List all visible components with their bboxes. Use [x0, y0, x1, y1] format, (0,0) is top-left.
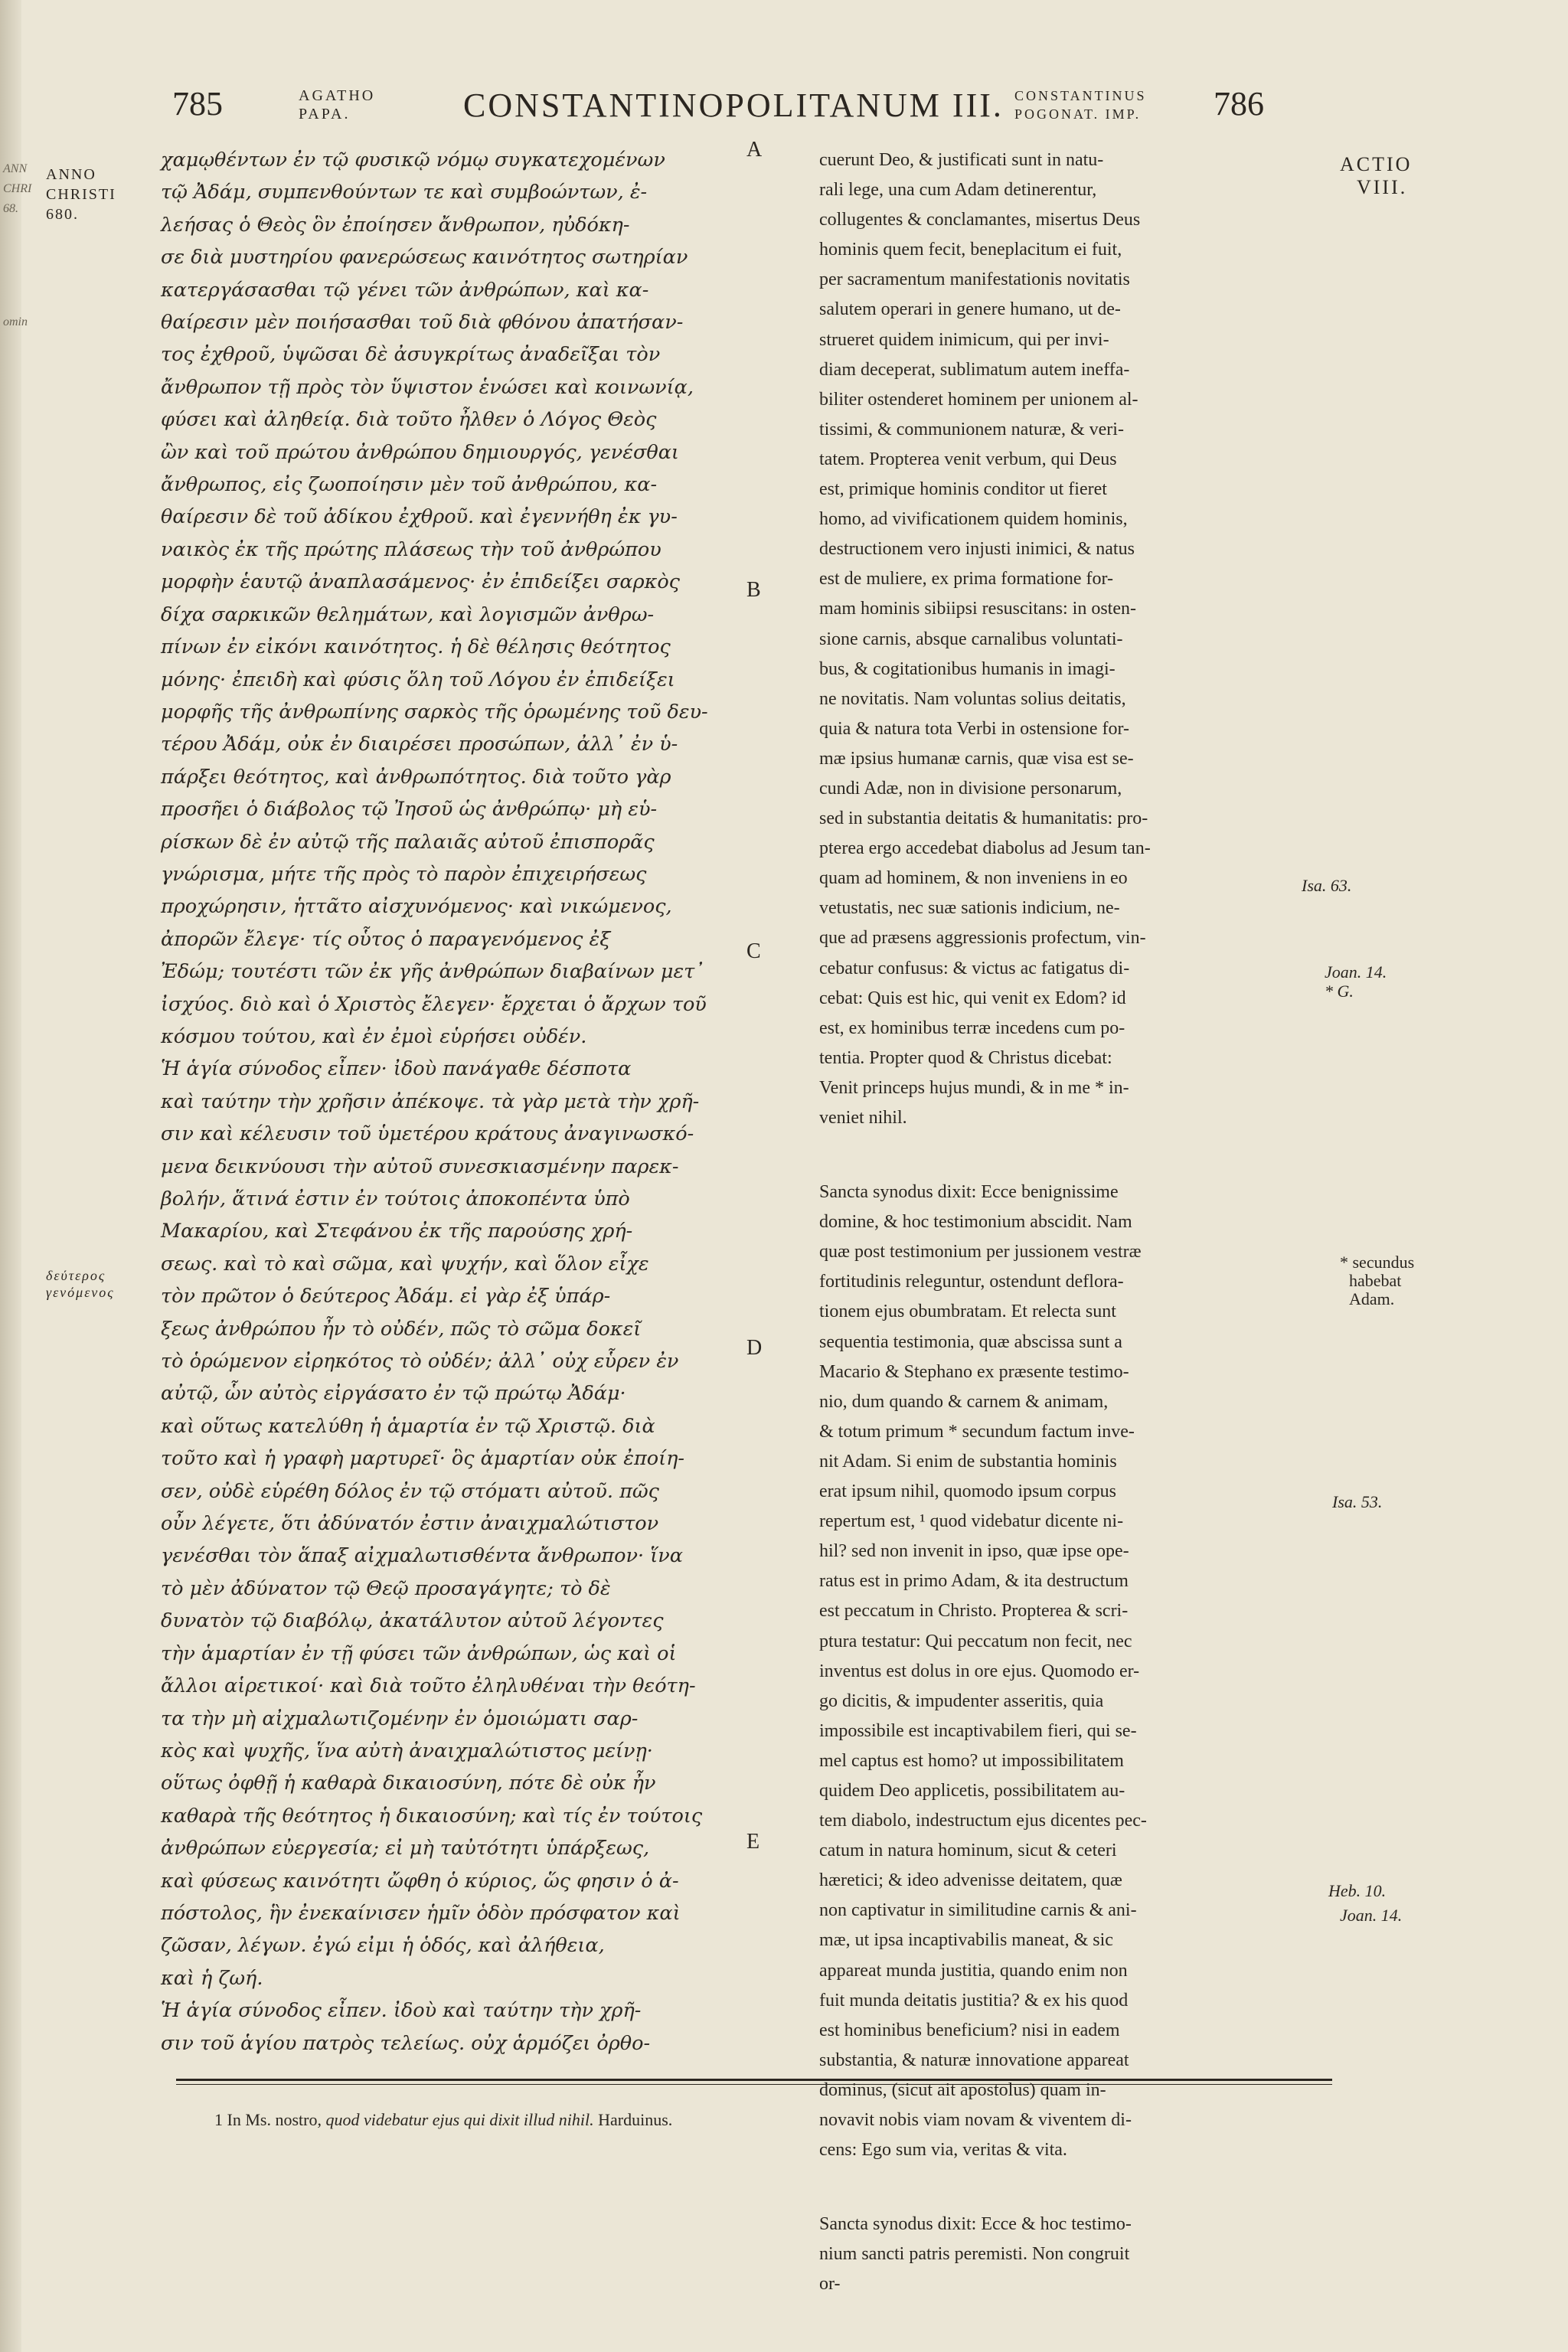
text-line: τὸ ὁρώμενον εἰρηκότος τὸ οὐδέν; ἀλλ᾽ οὐχ εὗρεν ἐν [161, 1350, 679, 1374]
text-line: ratus est in primo Adam, & ita destructum [819, 1571, 1129, 1592]
text-line: or- [819, 2274, 841, 2295]
text-line: τῷ Ἀδάμ, συμπενθούντων τε καὶ συμβοώντων, ἐ- [161, 181, 648, 204]
text-line: σεως. καὶ τὸ καὶ σῶμα, καὶ ψυχήν, καὶ ὅλον εἶχε [161, 1252, 649, 1276]
text-line: καὶ ἡ ζωή. [161, 1966, 263, 1990]
text-line: φύσει καὶ ἀληθείᾳ. διὰ τοῦτο ἦλθεν ὁ Λόγος Θεὸς [161, 408, 657, 432]
text-line: cebatur confusus: & victus ac fatigatus di- [819, 958, 1130, 978]
text-line: est de muliere, ex prima formatione for- [819, 569, 1114, 590]
text-line: χαμῳθέντων ἐν τῷ φυσικῷ νόμῳ συγκατεχομένων [161, 149, 665, 172]
text-line: appareat munda justitia, quando enim non [819, 1960, 1128, 1981]
text-line: τέρου Ἀδάμ, οὐκ ἐν διαιρέσει προσώπων, ἀλλ᾽ ἐν ὑ- [161, 733, 678, 756]
text-line: σεν, οὐδὲ εὑρέθη δόλος ἐν τῷ στόματι αὐτοῦ. πῶς [161, 1479, 659, 1503]
page-title: CONSTANTINOPOLITANUM III. [463, 87, 1004, 124]
text-line: ἰσχύος. διὸ καὶ ὁ Χριστὸς ἔλεγεν· ἔρχεται ὁ ἄρχων τοῦ [161, 992, 707, 1016]
note-adam: Adam. [1349, 1289, 1395, 1308]
text-line: nit Adam. Si enim de substantia hominis [819, 1451, 1117, 1472]
footnote-rule [176, 2079, 1332, 2081]
margin-note-line: δεύτερος [46, 1268, 106, 1283]
ref-g: * G. [1325, 982, 1354, 1001]
footnote-quote: quod videbatur ejus qui dixit illud nihil. [325, 2110, 594, 2129]
text-line: est peccatum in Christo. Propterea & scri- [819, 1601, 1129, 1622]
text-line: ne novitatis. Nam voluntas solius deitatis, [819, 688, 1126, 709]
margin-year: 680. [46, 206, 79, 223]
text-line: quæ post testimonium per jussionem vestræ [819, 1242, 1142, 1263]
text-line: quam ad hominem, & non inveniens in eo [819, 868, 1128, 889]
text-line: ξεως ἀνθρώπου ἦν τὸ οὐδέν, πῶς τὸ σῶμα δοκεῖ [161, 1317, 642, 1341]
margin-anno: ANNO [46, 166, 96, 183]
text-line: non captivatur in similitudine carnis & ani- [819, 1900, 1137, 1921]
ref-john-14b: Joan. 14. [1340, 1906, 1403, 1925]
footnote-author: Harduinus. [598, 2110, 673, 2129]
text-line: inventus est dolus in ore ejus. Quomodo er- [819, 1661, 1140, 1681]
text-line: veniet nihil. [819, 1108, 907, 1128]
text-line: καὶ φύσεως καινότητι ὤφθη ὁ κύριος, ὥς φησιν ὁ ἀ- [161, 1869, 679, 1893]
right-margin [1302, 0, 1539, 2297]
text-line: ρίσκων δὲ ἐν αὐτῷ τῆς παλαιᾶς αὐτοῦ ἐπισπορᾶς [161, 830, 655, 854]
header-left-bottom: PAPA. [299, 106, 351, 122]
text-line: mel captus est homo? ut impossibilitatem [819, 1750, 1124, 1771]
text-line: καὶ ταύτην τὴν χρῆσιν ἀπέκοψε. τὰ γὰρ μετὰ τὴν χρῆ- [161, 1089, 700, 1113]
text-line: cens: Ego sum via, veritas & vita. [819, 2140, 1067, 2161]
text-line: cebat: Quis est hic, qui venit ex Edom? id [819, 988, 1126, 1008]
text-line: ἀνθρώπων εὐεργεσία; εἰ μὴ ταὐτότητι ὑπάρξεως, [161, 1837, 650, 1860]
text-line: τος ἐχθροῦ, ὑψῶσαι δὲ ἀσυγκρίτως ἀναδεῖξαι τὸν [161, 343, 661, 367]
text-line: hominis quem fecit, beneplacitum ei fuit, [819, 240, 1122, 260]
text-line: βολήν, ἅτινά ἐστιν ἐν τούτοις ἀποκοπέντα ὑπὸ [161, 1187, 630, 1210]
text-line: bus, & cogitationibus humanis in imagi- [819, 658, 1116, 679]
text-line: tionem ejus obumbratam. Et relecta sunt [819, 1302, 1116, 1322]
text-line: go dicitis, & impudenter asseritis, quia [819, 1690, 1104, 1711]
margin-variant-note [46, 1267, 138, 1301]
text-line: ἄλλοι αἱρετικοί· καὶ διὰ τοῦτο ἐληλυθέναι τὴν θεότη- [161, 1674, 696, 1698]
book-gutter [0, 0, 32, 2352]
header-right-top: CONSTANTINUS [1014, 88, 1147, 103]
text-line: tentia. Propter quod & Christus dicebat: [819, 1047, 1112, 1068]
text-line: diam deceperat, sublimatum autem ineffa- [819, 359, 1130, 380]
text-line: αὐτῷ, ὧν αὐτὸς εἰργάσατο ἐν τῷ πρώτῳ Ἀδάμ· [161, 1382, 626, 1406]
text-line: mæ, ut ipsa incaptivabilis maneat, & sic [819, 1930, 1113, 1951]
text-line: μόνης· ἐπειδὴ καὶ φύσις ὅλη τοῦ Λόγου ἐν ἐπιδείξει [161, 668, 675, 691]
text-line: καὶ οὕτως κατελύθη ἡ ἁμαρτία ἐν τῷ Χριστῷ. διὰ [161, 1414, 655, 1438]
header-right-bottom: POGONAT. IMP. [1014, 106, 1142, 122]
text-line: πόστολος, ἣν ἐνεκαίνισεν ἡμῖν ὁδὸν πρόσφατον καὶ [161, 1901, 681, 1925]
text-line: novavit nobis viam novam & viventem di- [819, 2110, 1132, 2130]
text-line: λεήσας ὁ Θεὸς ὃν ἐποίησεν ἄνθρωπον, ηὐδόκη- [161, 213, 630, 237]
text-line: quidem Deo applicetis, possibilitatem au- [819, 1780, 1125, 1801]
text-line: sione carnis, absque carnalibus voluntati- [819, 629, 1123, 649]
text-line: πάρξει θεότητος, καὶ ἀνθρωπότητος. διὰ τοῦτο γὰρ [161, 765, 671, 789]
book-page [46, 0, 1547, 2352]
page-number-left: 785 [172, 85, 223, 122]
text-line: nio, dum quando & carnem & animam, [819, 1391, 1109, 1412]
text-line: tatem. Propterea venit verbum, qui Deus [819, 449, 1117, 469]
section-marker-d: D [746, 1336, 763, 1360]
text-line: hæretici; & ideo advenisse deitatem, quæ [819, 1870, 1122, 1891]
text-line: μενα δεικνύουσι τὴν αὐτοῦ συνεσκιασμένην παρεκ- [161, 1155, 679, 1178]
text-line: γνώρισμα, μήτε τῆς πρὸς τὸ παρὸν ἐπιχειρήσεως [161, 862, 647, 886]
gutter-text: omin [3, 315, 28, 328]
text-line: Μακαρίου, καὶ Στεφάνου ἐκ τῆς παρούσης χρή- [161, 1220, 633, 1243]
text-line: ζῶσαν, λέγων. ἐγώ εἰμι ἡ ὁδός, καὶ ἀλήθεια, [161, 1934, 605, 1958]
section-marker-b: B [746, 578, 761, 602]
note-habebat: habebat [1349, 1271, 1402, 1290]
text-line: biliter ostenderet hominem per unionem al- [819, 389, 1138, 410]
ref-john-14: Joan. 14. [1325, 962, 1387, 982]
text-line: sed in substantia deitatis & humanitatis: pro- [819, 808, 1148, 829]
text-line: tissimi, & communionem naturæ, & veri- [819, 419, 1124, 439]
text-line: est hominibus beneficium? nisi in eadem [819, 2020, 1120, 2040]
ref-isaiah-63: Isa. 63. [1302, 876, 1352, 895]
left-margin [46, 165, 138, 1300]
text-line: rali lege, una cum Adam detinerentur, [819, 180, 1097, 201]
latin-column [819, 145, 1317, 2299]
text-line: mæ ipsius humanæ carnis, quæ visa est se- [819, 748, 1134, 769]
text-line: per sacramentum manifestationis novitatis [819, 270, 1130, 290]
text-line: que ad præsens aggressionis profectum, vin- [819, 928, 1146, 949]
text-line: οὕτως ὀφθῇ ἡ καθαρὰ δικαιοσύνη, πότε δὲ οὐκ ἦν [161, 1772, 656, 1795]
running-header [46, 84, 1348, 130]
text-line: Sancta synodus dixit: Ecce benignissime [819, 1182, 1119, 1203]
text-line: dominus, (sicut ait apostolus) quam in- [819, 2079, 1106, 2100]
greek-paragraph [161, 144, 796, 1053]
text-line: Sancta synodus dixit: Ecce & hoc testimo- [819, 2214, 1132, 2235]
text-line: domine, & hoc testimonium abscidit. Nam [819, 1212, 1132, 1233]
latin-paragraph [819, 2210, 1317, 2299]
text-line: Venit princeps hujus mundi, & in me * in- [819, 1077, 1129, 1098]
actio-number: VIII. [1357, 176, 1408, 198]
text-line: οὖν λέγετε, ὅτι ἀδύνατόν ἐστιν ἀναιχμαλώτιστον [161, 1512, 659, 1536]
text-line: ναικὸς ἐκ τῆς πρώτης πλάσεως τὴν τοῦ ἀνθρώπου [161, 537, 662, 561]
text-line: nium sancti patris peremisti. Non congruit [819, 2244, 1130, 2265]
text-line: κὸς καὶ ψυχῆς, ἵνα αὐτὴ ἀναιχμαλώτιστος μείνῃ· [161, 1739, 653, 1762]
text-line: τοῦτο καὶ ἡ γραφὴ μαρτυρεῖ· ὃς ἁμαρτίαν οὐκ ἐποίη- [161, 1447, 684, 1471]
text-line: προχώρησιν, ἡττᾶτο αἰσχυνόμενος· καὶ νικώμενος, [161, 895, 672, 919]
text-line: σιν καὶ κέλευσιν τοῦ ὑμετέρου κράτους ἀναγινωσκό- [161, 1122, 694, 1146]
text-line: cundi Adæ, non in divisione personarum, [819, 778, 1122, 799]
text-line: erat ipsum nihil, quomodo ipsum corpus [819, 1481, 1116, 1502]
margin-note-line: γενόμενος [46, 1285, 115, 1300]
text-line: τα τὴν μὴ αἰχμαλωτιζομένην ἐν ὁμοιώματι σαρ- [161, 1707, 639, 1730]
gutter-text: CHRI [3, 182, 32, 195]
text-line: pterea ergo accedebat diabolus ad Jesum tan- [819, 838, 1151, 859]
text-line: δυνατὸν τῷ διαβόλῳ, ἀκατάλυτον αὐτοῦ λέγοντες [161, 1609, 664, 1633]
text-line: strueret quidem inimicum, qui per invi- [819, 329, 1109, 350]
gutter-text: ANN [3, 162, 28, 175]
text-line: ἄνθρωπον τῇ πρὸς τὸν ὕψιστον ἑνώσει καὶ κοινωνίᾳ, [161, 375, 694, 399]
text-line: Ἡ ἁγία σύνοδος εἶπεν. ἰδοὺ καὶ ταύτην τὴν χρῆ- [161, 1999, 642, 2023]
text-line: ὢν καὶ τοῦ πρώτου ἀνθρώπου δημιουργός, γενέσθαι [161, 440, 679, 464]
text-line: γενέσθαι τὸν ἅπαξ αἰχμαλωτισθέντα ἄνθρωπον· ἵνα [161, 1544, 683, 1568]
text-line: τὴν ἁμαρτίαν ἐν τῇ φύσει τῶν ἀνθρώπων, ὡς καὶ οἱ [161, 1642, 677, 1665]
greek-paragraph [161, 1053, 796, 1994]
text-line: κόσμου τούτου, καὶ ἐν ἐμοὶ εὑρήσει οὐδέν. [161, 1024, 587, 1048]
text-line: salutem operari in genere humano, ut de- [819, 299, 1121, 320]
text-line: τὸ μὲν ἀδύνατον τῷ Θεῷ προσαγάγητε; τὸ δὲ [161, 1576, 611, 1600]
text-line: σιν τοῦ ἁγίου πατρὸς τελείως. οὐχ ἁρμόζει ὀρθο- [161, 2031, 651, 2055]
text-line: fuit munda deitatis justitia? & ex his quod [819, 1990, 1129, 2011]
footnote [214, 2110, 1286, 2130]
text-line: τὸν πρῶτον ὁ δεύτερος Ἀδάμ. εἰ γὰρ ἐξ ὑπάρ- [161, 1285, 611, 1308]
text-line: sequentia testimonia, quæ abscissa sunt a [819, 1331, 1122, 1352]
header-left-top: AGATHO [299, 87, 376, 104]
gutter-text: 68. [3, 202, 18, 215]
text-line: πίνων ἐν εἰκόνι καινότητος. ἡ δὲ θέλησις θεότητος [161, 635, 671, 659]
text-line: collugentes & conclamantes, misertus Deus [819, 210, 1141, 230]
section-marker-e: E [746, 1830, 760, 1854]
text-line: catum in natura hominum, sicut & ceteri [819, 1841, 1117, 1861]
ref-isaiah-53: Isa. 53. [1332, 1492, 1383, 1511]
text-line: σε διὰ μυστηρίου φανερώσεως καινότητος σωτηρίαν [161, 246, 688, 270]
text-line: ἄνθρωπος, εἰς ζωοποίησιν μὲν τοῦ ἀνθρώπου, κα- [161, 473, 658, 497]
text-line: δίχα σαρκικῶν θελημάτων, καὶ λογισμῶν ἀνθρω- [161, 603, 655, 626]
text-line: θαίρεσιν δὲ τοῦ ἀδίκου ἐχθροῦ. καὶ ἐγεννήθη ἐκ γυ- [161, 505, 678, 529]
text-line: Ἡ ἁγία σύνοδος εἶπεν· ἰδοὺ πανάγαθε δέσποτα [161, 1057, 632, 1081]
text-line: προσῆει ὁ διάβολος τῷ Ἰησοῦ ὡς ἀνθρώπῳ· μὴ εὑ- [161, 798, 658, 822]
text-line: ἀπορῶν ἔλεγε· τίς οὗτος ὁ παραγενόμενος ἐξ [161, 927, 611, 951]
text-line: καθαρὰ τῆς θεότητος ἡ δικαιοσύνη; καὶ τίς ἐν τούτοις [161, 1804, 703, 1828]
text-line: ptura testatur: Qui peccatum non fecit, nec [819, 1631, 1132, 1651]
text-line: repertum est, ¹ quod videbatur dicente ni- [819, 1511, 1124, 1532]
text-line: est, ex hominibus terræ incedens cum po- [819, 1018, 1125, 1038]
section-marker-a: A [746, 138, 763, 162]
margin-christi: CHRISTI [46, 186, 116, 203]
text-line: Macario & Stephano ex præsente testimo- [819, 1361, 1129, 1382]
text-line: est, primique hominis conditor ut fieret [819, 479, 1107, 500]
footnote-rule-thin [176, 2084, 1332, 2085]
latin-paragraph [819, 145, 1317, 1133]
text-line: Ἐδώμ; τουτέστι τῶν ἐκ γῆς ἀνθρώπων διαβαίνων μετ᾽ [161, 960, 705, 984]
text-line: hil? sed non invenit in ipso, quæ ipse ope- [819, 1541, 1129, 1562]
section-markers [746, 0, 777, 2297]
section-marker-c: C [746, 939, 761, 963]
ref-hebrews-10: Heb. 10. [1328, 1881, 1387, 1900]
greek-column [161, 144, 796, 2060]
note-secundus: * secundus [1340, 1253, 1415, 1272]
text-line: fortitudinis releguntur, ostendunt deflora- [819, 1272, 1124, 1292]
text-line: destructionem vero injusti inimici, & natus [819, 539, 1135, 560]
text-line: κατεργάσασθαι τῷ γένει τῶν ἀνθρώπων, καὶ κα- [161, 278, 649, 302]
footnote-prefix: 1 In Ms. nostro, [214, 2110, 322, 2129]
text-line: & totum primum * secundum factum inve- [819, 1421, 1135, 1442]
page-number-right: 786 [1214, 85, 1264, 122]
text-line: θαίρεσιν μὲν ποιήσασθαι τοῦ διὰ φθόνου ἀπατήσαν- [161, 311, 684, 335]
text-line: impossibile est incaptivabilem fieri, qui se- [819, 1720, 1137, 1741]
text-line: μορφῆς τῆς ἀνθρωπίνης σαρκὸς τῆς ὁρωμένης τοῦ δευ- [161, 700, 708, 724]
actio-label: ACTIO [1340, 153, 1413, 175]
text-line: tem diabolo, indestructum ejus dicentes pec- [819, 1811, 1147, 1831]
text-line: cuerunt Deo, & justificati sunt in natu- [819, 150, 1104, 170]
text-line: mam hominis sibiipsi resuscitans: in osten- [819, 599, 1136, 619]
text-line: quia & natura tota Verbi in ostensione for- [819, 718, 1129, 739]
latin-paragraph [819, 1178, 1317, 2165]
text-line: homo, ad vivificationem quidem hominis, [819, 509, 1128, 530]
text-line: vetustatis, nec suæ sationis indicium, ne- [819, 898, 1120, 919]
text-line: μορφὴν ἑαυτῷ ἀναπλασάμενος· ἐν ἐπιδείξει σαρκὸς [161, 570, 680, 594]
greek-paragraph [161, 1994, 796, 2060]
text-line: substantia, & naturæ innovatione appareat [819, 2050, 1129, 2070]
